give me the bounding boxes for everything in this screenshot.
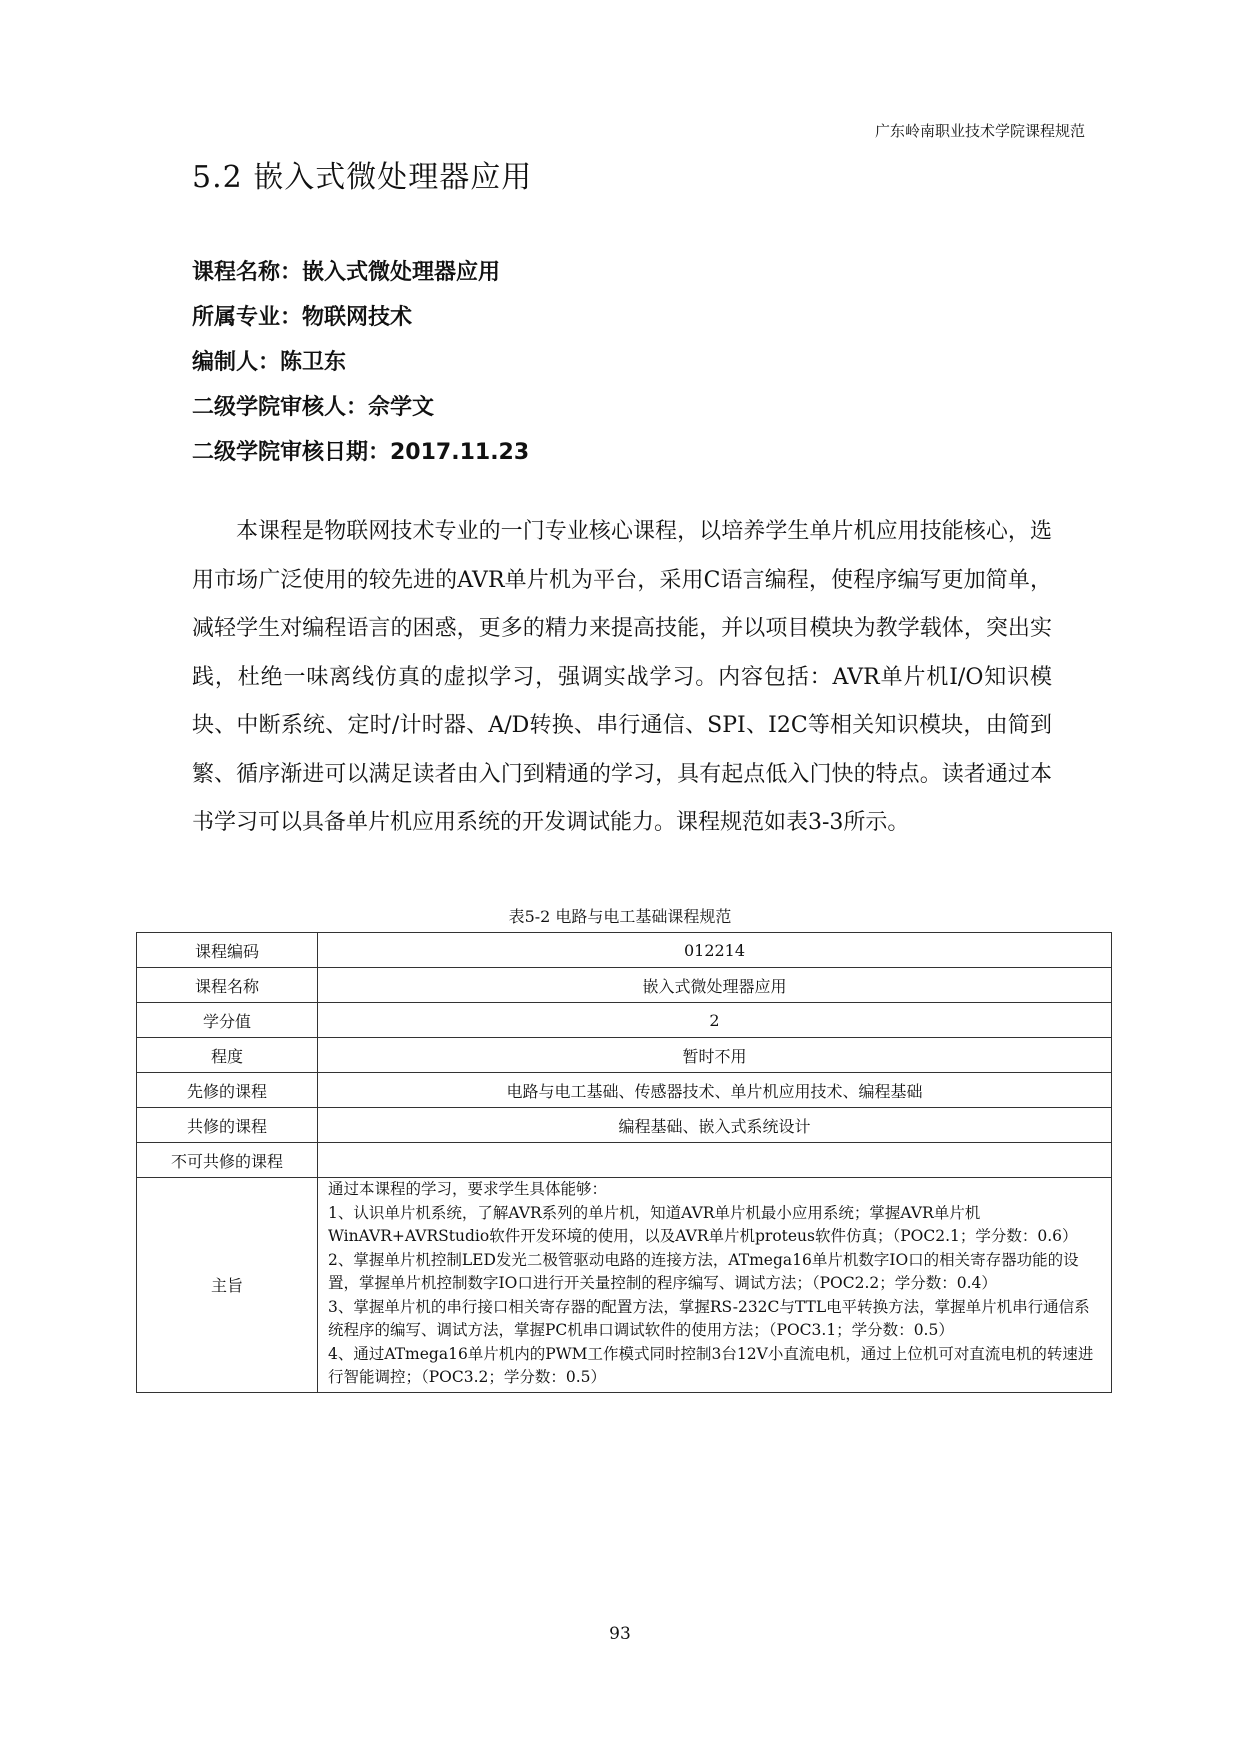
row-key: 共修的课程	[137, 1108, 318, 1143]
aim-item-2: 2、掌握单片机控制LED发光二极管驱动电路的连接方法，ATmega16单片机数字IO口的相关寄存器功能的设置，掌握单片机控制数字IO口进行开关量控制的程序编写、调试方法；（POC2.2；学分数：0.4）	[328, 1250, 1079, 1292]
meta-author: 编制人：陈卫东	[192, 350, 347, 375]
table-row	[137, 1003, 1112, 1038]
section-title: 5.2 嵌入式微处理器应用	[192, 160, 533, 195]
aim-item-3: 3、掌握单片机的串行接口相关寄存器的配置方法，掌握RS-232C与TTL电平转换方法，掌握单片机串行通信系统程序的编写、调试方法，掌握PC机串口调试软件的使用方法；（POC3.1；学分数：0.5）	[328, 1297, 1090, 1339]
aim-content	[318, 1178, 1112, 1393]
course-meta	[192, 258, 529, 483]
table-row	[137, 1108, 1112, 1143]
row-key: 课程编码	[137, 933, 318, 968]
aim-key: 主旨	[137, 1178, 318, 1393]
aim-item-4: 4、通过ATmega16单片机内的PWM工作模式同时控制3台12V小直流电机，通过上位机可对直流电机的转速进行智能调控；（POC3.2；学分数：0.5）	[328, 1344, 1094, 1386]
table-row	[137, 1143, 1112, 1178]
row-value: 暂时不用	[318, 1038, 1112, 1073]
row-value: 012214	[318, 933, 1112, 968]
row-value: 2	[318, 1003, 1112, 1038]
meta-course-name: 课程名称：嵌入式微处理器应用	[192, 260, 501, 285]
table-row	[137, 933, 1112, 968]
page-number: 93	[609, 1624, 631, 1644]
meta-reviewer: 二级学院审核人：佘学文	[192, 395, 435, 420]
row-key: 先修的课程	[137, 1073, 318, 1108]
row-key: 不可共修的课程	[137, 1143, 318, 1178]
course-spec-table	[136, 932, 1112, 1393]
table-row	[137, 968, 1112, 1003]
table-caption: 表5-2 电路与电工基础课程规范	[508, 907, 732, 926]
row-value: 嵌入式微处理器应用	[318, 968, 1112, 1003]
row-key: 学分值	[137, 1003, 318, 1038]
row-value	[318, 1143, 1112, 1178]
table-row	[137, 1073, 1112, 1108]
aim-item-1: 1、认识单片机系统，了解AVR系列的单片机，知道AVR单片机最小应用系统；掌握AVR单片机WinAVR+AVRStudio软件开发环境的使用，以及AVR单片机proteus软件仿真；（POC2.1；学分数：0.6）	[328, 1203, 1078, 1245]
meta-review-date: 二级学院审核日期：2017.11.23	[192, 440, 530, 465]
table-row	[137, 1038, 1112, 1073]
row-value: 编程基础、嵌入式系统设计	[318, 1108, 1112, 1143]
row-value: 电路与电工基础、传感器技术、单片机应用技术、编程基础	[318, 1073, 1112, 1108]
meta-major: 所属专业：物联网技术	[192, 305, 413, 330]
row-key: 课程名称	[137, 968, 318, 1003]
intro-paragraph: 本课程是物联网技术专业的一门专业核心课程，以培养学生单片机应用技能核心，选用市场广泛使用的较先进的AVR单片机为平台，采用C语言编程，使程序编写更加简单，减轻学生对编程语言的困惑，更多的精力来提高技能，并以项目模块为教学载体，突出实践，杜绝一味离线仿真的虚拟学习，强调实战学习。内容包括：AVR单片机I/O知识模块、中断系统、定时/计时器、A/D转换、串行通信、SPI、I2C等相关知识模块，由简到繁、循序渐进可以满足读者由入门到精通的学习，具有起点低入门快的特点。读者通过本书学习可以具备单片机应用系统的开发调试能力。课程规范如表3-3所示。	[192, 519, 1052, 835]
row-key: 程度	[137, 1038, 318, 1073]
aim-intro: 通过本课程的学习，要求学生具体能够：	[328, 1180, 608, 1198]
table-row-aim	[137, 1178, 1112, 1393]
running-header: 广东岭南职业技术学院课程规范	[874, 122, 1085, 140]
